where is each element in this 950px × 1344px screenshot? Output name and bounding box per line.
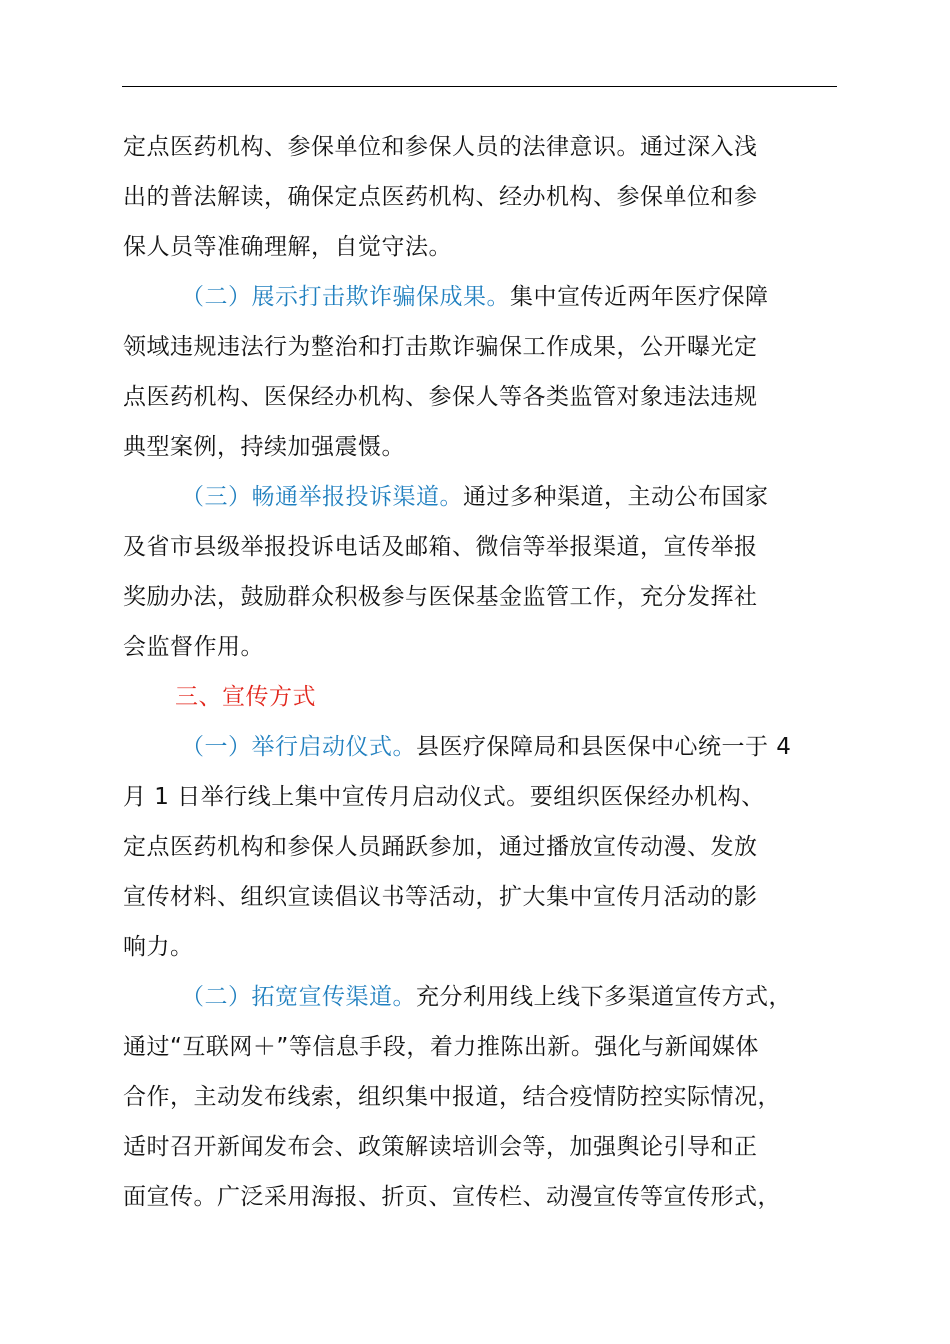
body-text: 领域违规违法行为整治和打击欺诈骗保工作成果，公开曝光定 (123, 334, 758, 360)
section-heading: （一）举行启动仪式。 (181, 734, 416, 760)
body-text: 面宣传。广泛采用海报、折页、宣传栏、动漫宣传等宣传形式， (123, 1184, 781, 1210)
text-line (123, 1122, 863, 1172)
text-line (123, 622, 863, 672)
text-line (123, 572, 863, 622)
body-text: 定点医药机构、参保单位和参保人员的法律意识。通过深入浅 (123, 134, 758, 160)
text-line (123, 922, 863, 972)
body-text: 及省市县级举报投诉电话及邮箱、微信等举报渠道，宣传举报 (123, 534, 758, 560)
body-text: 充分利用线上线下多渠道宣传方式， (416, 984, 792, 1010)
document-body (123, 122, 863, 1222)
chapter-heading: 三、宣传方式 (175, 684, 316, 710)
text-line (123, 122, 863, 172)
text-line (123, 372, 863, 422)
body-text: 月 1 日举行线上集中宣传月启动仪式。要组织医保经办机构、 (123, 784, 765, 810)
text-line (123, 1172, 863, 1222)
body-text: 点医药机构、医保经办机构、参保人等各类监管对象违法违规 (123, 384, 758, 410)
body-text: 保人员等准确理解，自觉守法。 (123, 234, 452, 260)
text-line (123, 1022, 863, 1072)
body-text: 适时召开新闻发布会、政策解读培训会等，加强舆论引导和正 (123, 1134, 758, 1160)
text-line (123, 322, 863, 372)
body-text: 合作，主动发布线索，组织集中报道，结合疫情防控实际情况， (123, 1084, 781, 1110)
text-line (123, 722, 863, 772)
body-text: 集中宣传近两年医疗保障 (510, 284, 769, 310)
text-line (123, 822, 863, 872)
header-rule (122, 86, 837, 87)
body-text: 通过多种渠道，主动公布国家 (463, 484, 769, 510)
body-text: 宣传材料、组织宣读倡议书等活动，扩大集中宣传月活动的影 (123, 884, 758, 910)
text-line (123, 422, 863, 472)
text-line (123, 972, 863, 1022)
text-line (123, 272, 863, 322)
body-text: 出的普法解读，确保定点医药机构、经办机构、参保单位和参 (123, 184, 758, 210)
text-line (123, 172, 863, 222)
body-text: 会监督作用。 (123, 634, 264, 660)
body-text: 响力。 (123, 934, 194, 960)
section-heading: （二）展示打击欺诈骗保成果。 (181, 284, 510, 310)
body-text: 奖励办法，鼓励群众积极参与医保基金监管工作，充分发挥社 (123, 584, 758, 610)
text-line (123, 522, 863, 572)
section-heading: （二）拓宽宣传渠道。 (181, 984, 416, 1010)
text-line (123, 772, 863, 822)
body-text: 定点医药机构和参保人员踊跃参加，通过播放宣传动漫、发放 (123, 834, 758, 860)
text-line (123, 1072, 863, 1122)
text-line (123, 872, 863, 922)
body-text: 县医疗保障局和县医保中心统一于 4 (416, 734, 792, 760)
text-line (123, 222, 863, 272)
section-heading: （三）畅通举报投诉渠道。 (181, 484, 463, 510)
text-line (123, 472, 863, 522)
text-line (123, 672, 863, 722)
body-text: 典型案例，持续加强震慑。 (123, 434, 405, 460)
body-text: 通过“互联网＋”等信息手段，着力推陈出新。强化与新闻媒体 (123, 1034, 759, 1060)
